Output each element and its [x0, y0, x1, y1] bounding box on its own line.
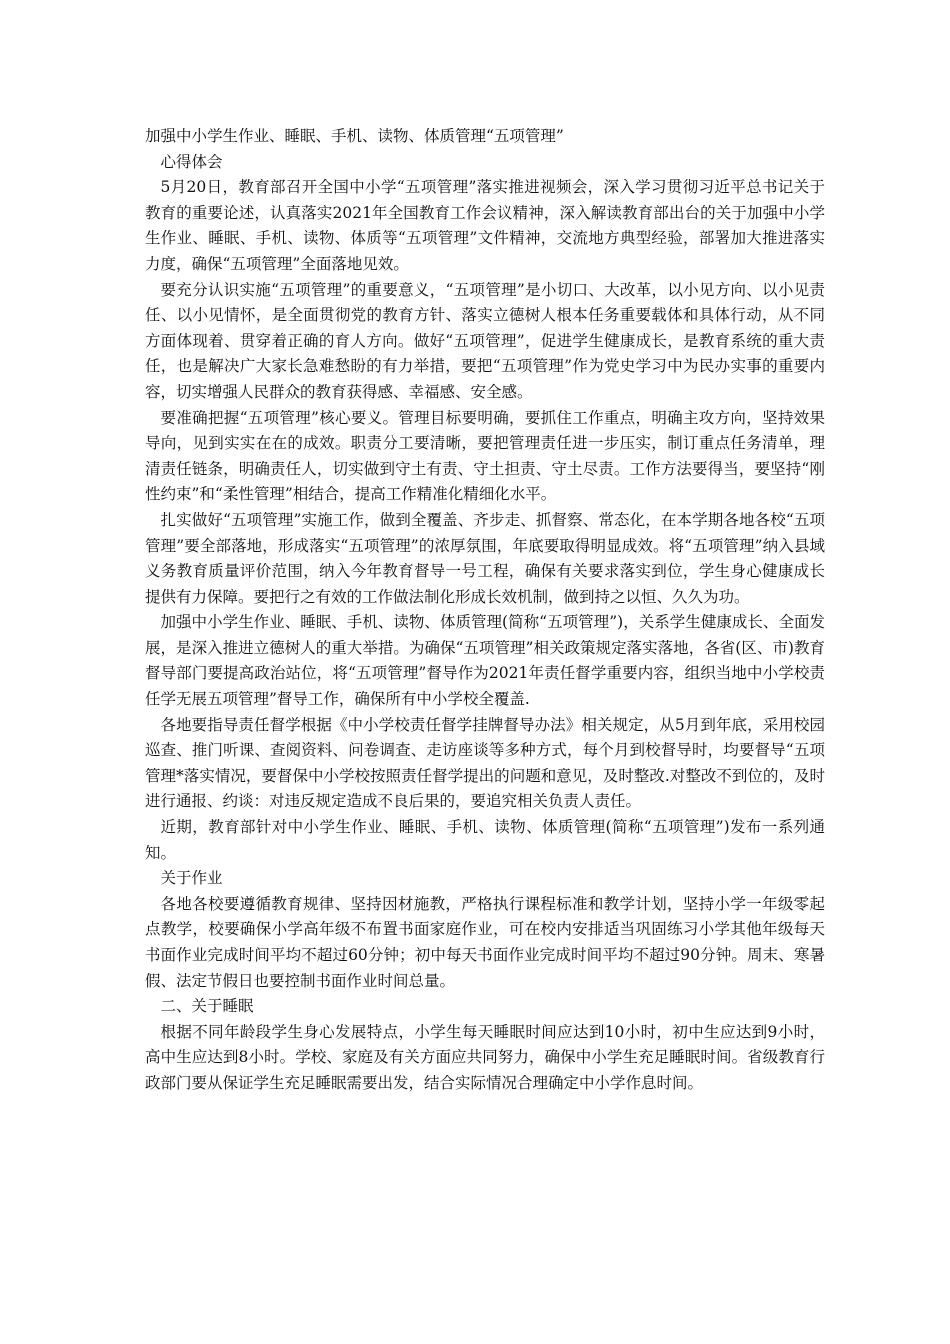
- paragraph-video-conference: 5月20日，教育部召开全国中小学“五项管理”落实推进视频会，深入学习贯彻习近平总书记关于教育的重要论述，认真落实2021年全国教育工作会议精神，深入解读教育部出台的关于加强中小学生作业、睡眠、手机、读物、体质等“五项管理”文件精神，交流地方典型经验，部署加大推进落实力度，确保“五项管理”全面落地见效。: [145, 178, 825, 273]
- section-text-homework: 各地各校要遵循教育规律、坚持因材施教，严格执行课程标准和教学计划，坚持小学一年级零起点教学，校要确保小学高年级不布置书面家庭作业，可在校内安排适当巩固练习小学其他年级每天书面作业完成时间平均不超过60分钟；初中每天书面作业完成时间平均不超过90分钟。周末、寒暑假、法定节假日也要控制书面作业时间总量。: [145, 894, 825, 990]
- paragraph-notices: 近期，教育部针对中小学生作业、睡眠、手机、读物、体质管理(简称“五项管理”)发布一系列通知。: [145, 818, 825, 862]
- paragraph-core-essentials: 要准确把握“五项管理”核心要义。管理目标要明确，要抓住工作重点，明确主攻方向，坚持效果导向，见到实实在在的成效。职责分工要清晰，要把管理责任进一步压实，制订重点任务清单，理清责任链条，明确责任人，切实做到守土有责、守土担责、守土尽责。工作方法要得当，要坚持“刚性约束”和“柔性管理”相结合，提高工作精准化精细化水平。: [145, 408, 825, 504]
- paragraph-significance: 要充分认识实施“五项管理”的重要意义，“五项管理”是小切口、大改革，以小见方向、以小见责任、以小见情怀，是全面贯彻党的教育方针、落实立德树人根本任务重要载体和具体行动，从不同方面体现着、贯穿着正确的育人方向。做好“五项管理”，促进学生健康成长，是教育系统的重大责任，也是解决广大家长急难愁盼的有力举措，要把“五项管理”作为党史学习中为民办实事的重要内容，切实增强人民群众的教育获得感、幸福感、安全感。: [145, 280, 825, 401]
- paragraph-inspection-guidance: 各地要指导责任督学根据《中小学校责任督学挂牌督导办法》相关规定，从5月到年底，采用校园巡查、推门听课、查阅资料、问卷调查、走访座谈等多种方式，每个月到校督导时，均要督导“五项管理*落实情况，要督保中小学校按照责任督学提出的问题和意见，及时整改.对整改不到位的，及时进行通报、约谈：对违反规定造成不良后果的，要追究相关负责人责任。: [145, 715, 825, 811]
- paragraph-implementation: 扎实做好“五项管理”实施工作，做到全覆盖、齐步走、抓督察、常态化，在本学期各地各校“五项管理”要全部落地，形成落实“五项管理”的浓厚氛围，年底要取得明显成效。将“五项管理”纳入县域义务教育质量评价范围，纳入今年教育督导一号工程，确保有关要求落实到位，学生身心健康成长提供有力保障。要把行之有效的工作做法制化形成长效机制，做到持之以恒、久久为功。: [145, 510, 825, 606]
- section-heading-homework: 关于作业: [160, 869, 223, 888]
- paragraph-supervision: 加强中小学生作业、睡眠、手机、读物、体质管理(简称“五项管理”)，关系学生健康成长、全面发展，是深入推进立德树人的重大举措。为确保“五项管理”相关政策规定落实落地，各省(区、市)教育督导部门要提高政治站位，将“五项管理”督导作为2021年责任督学重要内容，组织当地中小学校责任学无展五项管理”督导工作，确保所有中小学校全覆盖.: [145, 613, 825, 709]
- section-text-sleep: 根据不同年龄段学生身心发展特点，小学生每天睡眠时间应达到10小时，初中生应达到9小时，高中生应达到8小时。学校、家庭及有关方面应共同努力，确保中小学生充足睡眠时间。省级教育行政部门要从保证学生充足睡眠需要出发，结合实际情况合理确定中小学作息时间。: [145, 1022, 825, 1092]
- document-title: 加强中小学生作业、睡眠、手机、读物、体质管理“五项管理”: [145, 127, 564, 145]
- document-subtitle: 心得体会: [160, 152, 223, 171]
- document-page: [145, 124, 825, 1097]
- section-heading-sleep: 二、关于睡眠: [160, 997, 254, 1016]
